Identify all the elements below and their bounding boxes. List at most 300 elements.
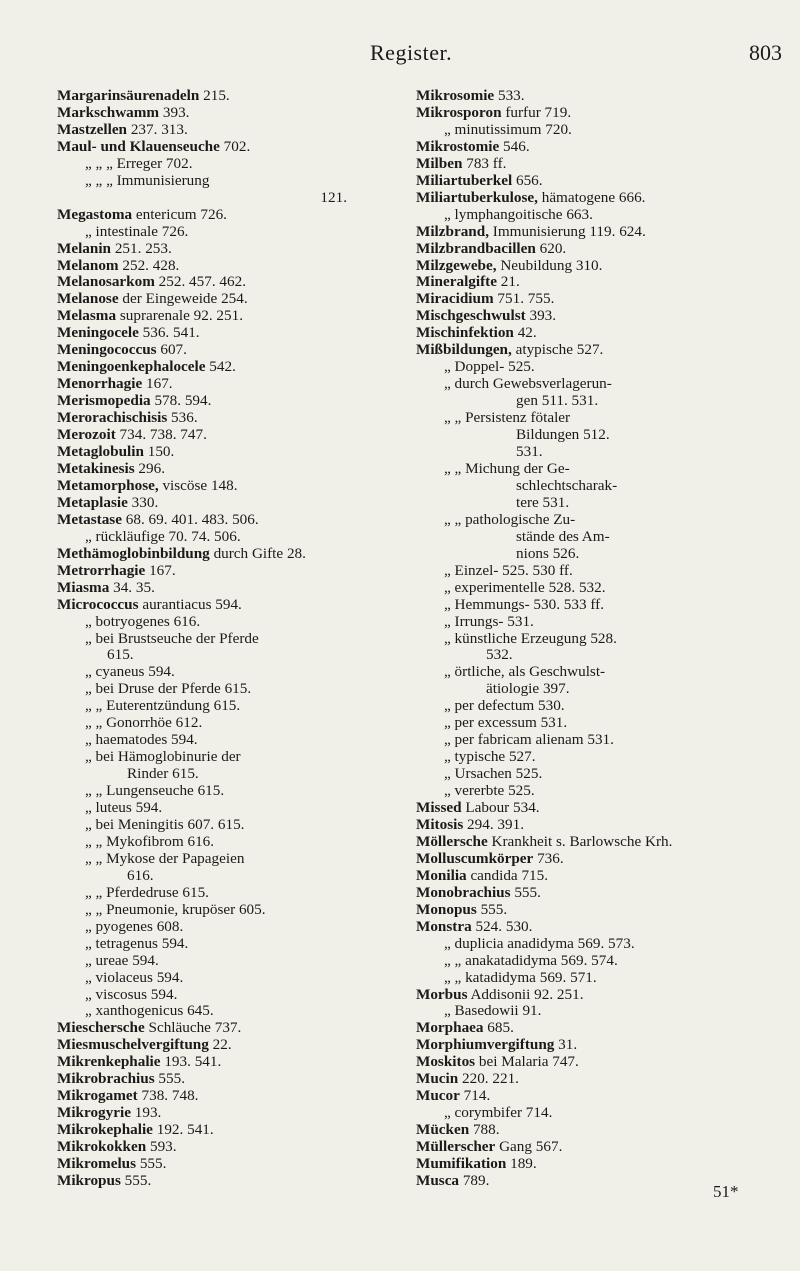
index-entry: [416, 580, 786, 597]
entry-headword: Metamorphose,: [57, 476, 159, 494]
index-entry: [57, 325, 387, 342]
entry-headword: Mischgeschwulst: [416, 307, 526, 325]
index-entry: [416, 681, 786, 698]
entry-headword: Miliartuberkel: [416, 171, 513, 189]
entry-text: 593.: [146, 1138, 177, 1156]
index-entry: [57, 207, 387, 224]
entry-text: „ „ „ Erreger 702.: [85, 154, 193, 172]
entry-text: 68. 69. 401. 483. 506.: [121, 510, 259, 528]
entry-headword: Mikropus: [57, 1172, 121, 1189]
entry-text: „ per defectum 530.: [444, 697, 565, 715]
entry-headword: Mieschersche: [57, 1019, 145, 1037]
entry-text: furfur 719.: [501, 103, 572, 121]
entry-text: schlechtscharak-: [516, 476, 618, 494]
index-entry: [57, 580, 387, 597]
index-entry: [416, 308, 786, 325]
entry-headword: Mikrobrachius: [57, 1070, 155, 1088]
entry-headword: Mucor: [416, 1087, 460, 1105]
entry-headword: Mikrosporon: [416, 103, 502, 121]
entry-headword: Melanosarkom: [57, 273, 155, 291]
index-entry: [416, 936, 786, 953]
entry-headword: Mikrokephalie: [57, 1121, 153, 1139]
index-entry: [57, 359, 387, 376]
entry-headword: Metakinesis: [57, 459, 135, 477]
index-entry: [416, 987, 786, 1004]
entry-text: entericum 726.: [132, 205, 227, 223]
entry-headword: Mineralgifte: [416, 273, 497, 291]
index-entry: [416, 1054, 786, 1071]
index-entry: [57, 1020, 387, 1037]
entry-headword: Melanose: [57, 290, 119, 308]
index-entry: [57, 1122, 387, 1139]
entry-text: 620.: [535, 239, 567, 257]
entry-text: 616.: [127, 866, 154, 884]
index-entry: [416, 1037, 786, 1054]
index-entry: [416, 953, 786, 970]
entry-text: 192. 541.: [152, 1121, 214, 1139]
index-entry: [57, 597, 387, 614]
entry-text: 252. 457. 462.: [154, 273, 246, 291]
entry-text: 555.: [154, 1070, 185, 1088]
entry-headword: Monopus: [416, 900, 477, 918]
entry-headword: Mikrosomie: [416, 87, 495, 104]
entry-text: Immunisierung 119. 624.: [489, 222, 646, 240]
index-entry: [416, 834, 786, 851]
entry-text: „ vererbte 525.: [444, 782, 535, 800]
index-entry: [416, 291, 786, 308]
index-entry: [57, 478, 387, 495]
entry-text: bei Malaria 747.: [475, 1053, 579, 1071]
index-entry: [57, 258, 387, 275]
entry-text: „ per fabricam alienam 531.: [444, 731, 614, 749]
entry-headword: Monilia: [416, 866, 467, 884]
index-entry: [57, 88, 387, 105]
entry-headword: Mikrogamet: [57, 1087, 138, 1105]
entry-headword: Mikrokokken: [57, 1138, 147, 1156]
entry-text: 751. 755.: [493, 290, 555, 308]
index-entry: [57, 512, 387, 529]
entry-text: „ haematodes 594.: [85, 731, 198, 749]
entry-text: Addisonii 92. 251.: [467, 985, 584, 1003]
index-entry: [57, 647, 387, 664]
entry-text: 738. 748.: [137, 1087, 199, 1105]
entry-text: „ corymbifer 714.: [444, 1104, 553, 1122]
entry-headword: Margarinsäurenadeln: [57, 87, 200, 104]
entry-text: „ lymphangoitische 663.: [444, 205, 593, 223]
index-entry: [57, 495, 387, 512]
entry-text: Bildungen 512.: [516, 426, 610, 444]
index-entry: [416, 190, 786, 207]
entry-text: aurantiacus 594.: [138, 595, 242, 613]
entry-headword: Mücken: [416, 1121, 470, 1139]
entry-text: suprarenale 92. 251.: [116, 307, 243, 325]
entry-headword: Morphiumvergiftung: [416, 1036, 555, 1054]
page-number: 803: [749, 40, 782, 65]
index-entry: [416, 1088, 786, 1105]
entry-text: „ „ anakatadidyma 569. 574.: [444, 951, 618, 969]
index-entry: [57, 614, 387, 631]
entry-headword: Meningococcus: [57, 341, 157, 359]
entry-text: „ cyaneus 594.: [85, 663, 175, 681]
entry-text: gen 511. 531.: [516, 392, 599, 410]
index-entry: [57, 953, 387, 970]
index-entry: [416, 817, 786, 834]
index-entry: [416, 529, 786, 546]
entry-text: 615.: [107, 646, 134, 664]
entry-headword: Milzgewebe,: [416, 256, 497, 274]
entry-text: Gang 567.: [495, 1138, 563, 1156]
index-entry: [57, 563, 387, 580]
entry-text: 42.: [513, 324, 537, 342]
index-entry: [57, 732, 387, 749]
index-entry: [57, 156, 387, 173]
entry-text: 734. 738. 747.: [115, 426, 207, 444]
entry-text: „ violaceus 594.: [85, 968, 184, 986]
entry-text: „ „ Gonorrhöe 612.: [85, 714, 203, 732]
index-entry: [57, 715, 387, 732]
entry-headword: Miesmuschelvergiftung: [57, 1036, 209, 1054]
entry-text: 702.: [219, 137, 251, 155]
entry-text: „ bei Druse der Pferde 615.: [85, 680, 252, 698]
index-entry: [416, 614, 786, 631]
index-entry: [416, 546, 786, 563]
entry-text: der Eingeweide 254.: [118, 290, 248, 308]
entry-text: 531.: [516, 443, 543, 461]
index-entry: [57, 1105, 387, 1122]
index-entry: [57, 919, 387, 936]
entry-headword: Morphaea: [416, 1019, 484, 1037]
index-entry: [57, 681, 387, 698]
entry-headword: Mißbildungen,: [416, 341, 512, 359]
index-entry: [57, 190, 387, 207]
index-entry: [57, 224, 387, 241]
entry-text: 714.: [459, 1087, 491, 1105]
entry-headword: Metrorrhagie: [57, 561, 146, 579]
index-entry: [416, 766, 786, 783]
index-entry: [416, 1003, 786, 1020]
entry-text: „ Irrungs- 531.: [444, 612, 534, 630]
entry-text: „ „ Pferdedruse 615.: [85, 883, 209, 901]
entry-text: „ experimentelle 528. 532.: [444, 578, 606, 596]
index-entry: [416, 512, 786, 529]
index-entry: [416, 207, 786, 224]
index-entry: [416, 444, 786, 461]
entry-text: „ intestinale 726.: [85, 222, 189, 240]
index-entry: [57, 274, 387, 291]
entry-headword: Mischinfektion: [416, 324, 514, 342]
entry-headword: Merismopedia: [57, 392, 151, 410]
entry-text: tere 531.: [516, 493, 570, 511]
entry-text: 607.: [156, 341, 187, 359]
entry-text: „ rückläufige 70. 74. 506.: [85, 527, 241, 545]
index-entry: [416, 647, 786, 664]
entry-text: „ xanthogenicus 645.: [85, 1002, 214, 1020]
index-entry: [416, 970, 786, 987]
entry-text: „ ureae 594.: [85, 951, 159, 969]
entry-text: 524. 530.: [471, 917, 533, 935]
index-entry: [57, 800, 387, 817]
index-entry: [57, 698, 387, 715]
index-entry: [416, 851, 786, 868]
index-entry: [416, 241, 786, 258]
entry-text: 789.: [459, 1172, 490, 1189]
index-entry: [416, 631, 786, 648]
index-entry: [57, 122, 387, 139]
index-entry: [57, 410, 387, 427]
index-entry: [416, 749, 786, 766]
index-column-right: [416, 88, 786, 1190]
entry-text: nions 526.: [516, 544, 580, 562]
entry-text: „ durch Gewebsverlagerun-: [444, 375, 612, 393]
entry-text: 555.: [136, 1155, 167, 1173]
entry-text: 22.: [208, 1036, 232, 1054]
entry-text: „ typische 527.: [444, 748, 536, 766]
entry-headword: Melanom: [57, 256, 119, 274]
entry-headword: Müllerscher: [416, 1138, 496, 1156]
entry-text: „ „ Lungenseuche 615.: [85, 782, 225, 800]
index-entry: [416, 885, 786, 902]
entry-headword: Mikrostomie: [416, 137, 500, 155]
entry-text: „ bei Hämoglobinurie der: [85, 748, 241, 766]
index-entry: [57, 241, 387, 258]
entry-text: 330.: [127, 493, 159, 511]
index-entry: [416, 1122, 786, 1139]
entry-text: „ botryogenes 616.: [85, 612, 201, 630]
index-entry: [57, 461, 387, 478]
entry-text: Labour 534.: [461, 799, 540, 817]
index-entry: [57, 868, 387, 885]
entry-text: viscöse 148.: [158, 476, 238, 494]
entry-headword: Metastase: [57, 510, 122, 528]
entry-text: 788.: [469, 1121, 500, 1139]
entry-text: „ bei Meningitis 607. 615.: [85, 815, 245, 833]
entry-text: 296.: [134, 459, 165, 477]
entry-text: „ minutissimum 720.: [444, 120, 572, 138]
entry-text: candida 715.: [466, 866, 549, 884]
entry-text: 736.: [533, 849, 564, 867]
entry-text: 252. 428.: [118, 256, 180, 274]
index-entry: [57, 885, 387, 902]
entry-headword: Melanin: [57, 239, 112, 257]
entry-text: „ per excessum 531.: [444, 714, 568, 732]
entry-headword: Mumifikation: [416, 1155, 507, 1173]
index-entry: [416, 461, 786, 478]
entry-text: „ luteus 594.: [85, 799, 163, 817]
entry-headword: Markschwamm: [57, 103, 160, 121]
entry-headword: Mikrenkephalie: [57, 1053, 161, 1071]
index-entry: [57, 291, 387, 308]
index-entry: [416, 919, 786, 936]
entry-text: 393.: [159, 103, 190, 121]
entry-text: 31.: [554, 1036, 578, 1054]
index-entry: [57, 1088, 387, 1105]
entry-headword: Merorachischisis: [57, 409, 168, 427]
entry-text: 546.: [499, 137, 530, 155]
entry-headword: Morbus: [416, 985, 468, 1003]
entry-text: ätiologie 397.: [486, 680, 570, 698]
index-column-left: [57, 88, 387, 1190]
index-entry: [416, 156, 786, 173]
index-entry: [57, 851, 387, 868]
page-header: [0, 40, 800, 70]
index-entry: [57, 1054, 387, 1071]
entry-text: „ „ Michung der Ge-: [444, 459, 570, 477]
index-entry: [416, 274, 786, 291]
entry-text: 294. 391.: [463, 815, 524, 833]
entry-text: atypische 527.: [511, 341, 604, 359]
entry-headword: Merozoit: [57, 426, 116, 444]
index-entry: [57, 834, 387, 851]
index-entry: [57, 936, 387, 953]
entry-text: 533.: [494, 87, 525, 104]
entry-text: 783 ff.: [462, 154, 507, 172]
entry-headword: Methämoglobinbildung: [57, 544, 210, 562]
index-entry: [416, 800, 786, 817]
entry-headword: Milzbrand,: [416, 222, 489, 240]
index-entry: [416, 224, 786, 241]
index-entry: [57, 529, 387, 546]
index-entry: [416, 410, 786, 427]
entry-headword: Menorrhagie: [57, 375, 143, 393]
entry-headword: Miasma: [57, 578, 110, 596]
index-entry: [57, 105, 387, 122]
index-entry: [416, 478, 786, 495]
index-entry: [57, 1071, 387, 1088]
entry-text: „ künstliche Erzeugung 528.: [444, 629, 617, 647]
index-entry: [416, 495, 786, 512]
index-entry: [416, 105, 786, 122]
entry-text: 685.: [483, 1019, 514, 1037]
index-entry: [416, 1020, 786, 1037]
index-entry: [57, 1003, 387, 1020]
entry-text: „ örtliche, als Geschwulst-: [444, 663, 606, 681]
entry-text: Schläuche 737.: [144, 1019, 242, 1037]
index-entry: [416, 359, 786, 376]
entry-text: „ viscosus 594.: [85, 985, 178, 1003]
entry-text: 536.: [167, 409, 198, 427]
index-entry: [416, 376, 786, 393]
entry-text: 167.: [145, 561, 176, 579]
index-entry: [57, 817, 387, 834]
entry-text: „ Basedowii 91.: [444, 1002, 542, 1020]
index-entry: [57, 631, 387, 648]
entry-text: 237. 313.: [127, 120, 188, 138]
index-entry: [57, 664, 387, 681]
index-entry: [57, 783, 387, 800]
entry-text: „ „ Persistenz fötaler: [444, 409, 571, 427]
entry-text: 21.: [496, 273, 520, 291]
entry-text: „ bei Brustseuche der Pferde: [85, 629, 259, 647]
index-entry: [416, 597, 786, 614]
entry-headword: Moskitos: [416, 1053, 476, 1071]
index-entry: [57, 308, 387, 325]
entry-headword: Melasma: [57, 307, 117, 325]
index-entry: [416, 664, 786, 681]
entry-headword: Miracidium: [416, 290, 494, 308]
entry-headword: Meningoenkephalocele: [57, 358, 206, 376]
index-entry: [57, 970, 387, 987]
entry-headword: Meningocele: [57, 324, 139, 342]
index-entry: [416, 173, 786, 190]
index-entry: [416, 1139, 786, 1156]
index-entry: [416, 393, 786, 410]
entry-headword: Mikromelus: [57, 1155, 137, 1173]
entry-text: 121.: [320, 188, 347, 206]
index-entry: [57, 766, 387, 783]
index-entry: [57, 1173, 387, 1190]
entry-headword: Musca: [416, 1172, 460, 1189]
index-entry: [57, 902, 387, 919]
index-entry: [416, 139, 786, 156]
entry-headword: Mastzellen: [57, 120, 128, 138]
entry-headword: Megastoma: [57, 205, 133, 223]
entry-text: Neubildung 310.: [496, 256, 603, 274]
entry-text: 189.: [506, 1155, 537, 1173]
entry-headword: Metaglobulin: [57, 443, 144, 461]
entry-text: „ „ Euterentzündung 615.: [85, 697, 241, 715]
entry-text: hämatogene 666.: [537, 188, 646, 206]
index-entry: [57, 139, 387, 156]
index-entry: [416, 1105, 786, 1122]
entry-text: Krankheit s. Barlowsche Krh.: [487, 832, 673, 850]
entry-headword: Molluscumkörper: [416, 849, 534, 867]
entry-text: 215.: [199, 87, 230, 104]
entry-headword: Monobrachius: [416, 883, 511, 901]
entry-text: 150.: [143, 443, 175, 461]
entry-text: „ „ Mykose der Papageien: [85, 849, 245, 867]
index-entry: [416, 868, 786, 885]
entry-text: „ Hemmungs- 530. 533 ff.: [444, 595, 605, 613]
entry-text: 167.: [142, 375, 173, 393]
index-entry: [57, 173, 387, 190]
entry-text: 220. 221.: [458, 1070, 519, 1088]
index-entry: [416, 122, 786, 139]
index-entry: [416, 1156, 786, 1173]
entry-text: „ Doppel- 525.: [444, 358, 535, 376]
entry-text: „ „ katadidyma 569. 571.: [444, 968, 597, 986]
entry-text: 656.: [512, 171, 543, 189]
index-entry: [57, 444, 387, 461]
entry-text: „ „ Pneumonie, krupöser 605.: [85, 900, 266, 918]
signature-mark: 51*: [713, 1182, 739, 1201]
index-entry: [57, 342, 387, 359]
index-entry: [57, 376, 387, 393]
index-entry: [416, 698, 786, 715]
index-entry: [416, 427, 786, 444]
entry-text: „ „ pathologische Zu-: [444, 510, 576, 528]
index-entry: [416, 783, 786, 800]
entry-headword: Mucin: [416, 1070, 459, 1088]
entry-headword: Mikrogyrie: [57, 1104, 131, 1122]
entry-text: 578. 594.: [150, 392, 212, 410]
entry-text: 555.: [120, 1172, 152, 1189]
index-entry: [416, 325, 786, 342]
index-entry: [416, 902, 786, 919]
entry-headword: Metaplasie: [57, 493, 128, 511]
entry-headword: Mitosis: [416, 815, 464, 833]
index-entry: [57, 427, 387, 444]
entry-text: 555.: [476, 900, 508, 918]
index-entry: [416, 258, 786, 275]
index-entry: [57, 393, 387, 410]
entry-headword: Miliartuberkulose,: [416, 188, 538, 206]
entry-headword: Maul- und Klauenseuche: [57, 137, 220, 155]
entry-text: 542.: [205, 358, 236, 376]
index-entry: [57, 1139, 387, 1156]
entry-headword: Monstra: [416, 917, 472, 935]
page-title: Register.: [370, 40, 453, 65]
entry-text: 555.: [510, 883, 541, 901]
